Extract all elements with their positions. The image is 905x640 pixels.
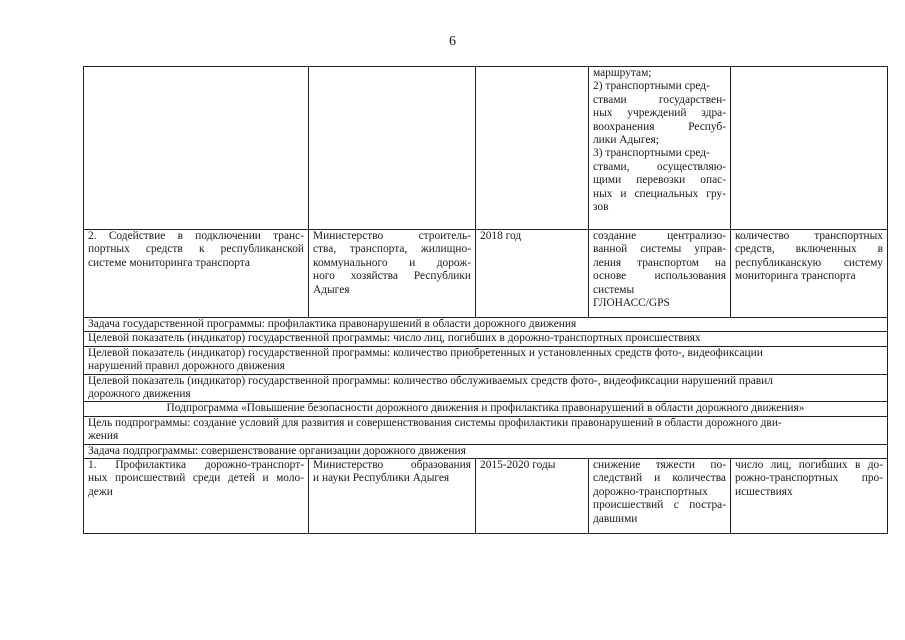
table-row-measure-1	[84, 459, 888, 534]
text-line: маршрутам;	[593, 67, 652, 79]
text-line: снижение тяжести по-	[593, 459, 726, 472]
table-row-target-indicator	[84, 374, 888, 402]
cell-executor	[309, 459, 476, 534]
table-row-target-indicator	[84, 332, 888, 346]
cell-result	[589, 67, 731, 230]
cell-indicator	[731, 230, 888, 318]
cell-subprogram-title	[84, 402, 888, 416]
text-line: число лиц, погибших в до-	[735, 459, 883, 472]
text-line: средств, включенных в	[735, 243, 883, 256]
text-line: щими перевозки опас-	[593, 174, 726, 187]
text-line: портных средств к республиканской	[88, 243, 304, 256]
cell-measure	[84, 459, 309, 534]
text-line: Целевой показатель (индикатор) государственной программы: количество приобретенных и установленных средств фото-, видеофиксации	[88, 346, 763, 359]
text-line: Цель подпрограммы: создание условий для развития и совершенствования системы профилактики правонарушений в области дорожного дви-	[88, 416, 782, 429]
cell-term	[476, 230, 589, 318]
cell-target-indicator	[84, 332, 888, 346]
text-line: ления транспортом на	[593, 256, 726, 269]
cell-result	[589, 459, 731, 534]
text-line: воохранения Респуб-	[593, 120, 726, 133]
table-row-subprogram-title	[84, 402, 888, 416]
text-line: лики Адыгея;	[593, 134, 659, 147]
text-line: ных происшествий среди детей и моло-	[88, 472, 304, 485]
cell-result	[589, 230, 731, 318]
text-line: зов	[593, 201, 609, 214]
text-line: рожно-транспортных про-	[735, 472, 883, 485]
table-row-subprogram-goal	[84, 416, 888, 444]
text-line: ного хозяйства Республики	[313, 270, 471, 283]
table-row-continued	[84, 67, 888, 230]
text-line: республиканскую систему	[735, 256, 883, 269]
text-line: исшествиях	[735, 485, 793, 498]
cell-target-indicator	[84, 374, 888, 402]
text-line: Задача государственной программы: профилактика правонарушений в области дорожного движения	[88, 318, 577, 330]
text-line: ных учреждений здра-	[593, 107, 726, 120]
cell-executor	[309, 67, 476, 230]
text-line: мониторинга транспорта	[735, 270, 856, 283]
text-line: системе мониторинга транспорта	[88, 256, 250, 269]
subprogram-title: Подпрограмма «Повышение безопасности дорожного движения и профилактика правонарушений в области дорожного движения»	[166, 402, 805, 415]
text-line: ствами государствен-	[593, 93, 726, 106]
text-line: и науки Республики Адыгея	[313, 472, 450, 485]
table-row-target-indicator	[84, 346, 888, 374]
cell-executor	[309, 230, 476, 318]
text-line: количество транспортных	[735, 230, 883, 242]
cell-term	[476, 67, 589, 230]
cell-indicator	[731, 459, 888, 534]
cell-term	[476, 459, 589, 534]
text-line: 2) транспортными сред-	[593, 80, 710, 93]
text-line: дежи	[88, 485, 113, 498]
page-number: 6	[449, 34, 456, 49]
text-line: основе использования	[593, 270, 726, 283]
table-row-program-task	[84, 318, 888, 332]
text-line: дорожно-транспортных	[593, 485, 708, 498]
text-line: создание централизо-	[593, 230, 726, 242]
text-line: Адыгея	[313, 283, 350, 296]
text-line: Задача подпрограммы: совершенствование организации дорожного движения	[88, 444, 466, 457]
text-line: давшими	[593, 512, 638, 525]
text-line: следствий и количества	[593, 472, 726, 485]
cell-subprogram-task	[84, 444, 888, 458]
table-row-measure-2	[84, 230, 888, 318]
cell-target-indicator	[84, 346, 888, 374]
text-line: 2015-2020 годы	[480, 459, 556, 472]
text-line: Целевой показатель (индикатор) государственной программы: количество обслуживаемых средств фото-, видеофиксации нарушений правил	[88, 374, 773, 387]
text-line: происшествий с постра-	[593, 499, 726, 512]
text-line: дорожного движения	[88, 388, 191, 401]
cell-measure	[84, 67, 309, 230]
cell-indicator	[731, 67, 888, 230]
text-line: нарушений правил дорожного движения	[88, 360, 285, 373]
cell-subprogram-goal	[84, 416, 888, 444]
cell-program-task	[84, 318, 888, 332]
text-line: 2. Содействие в подключении транс-	[88, 230, 304, 242]
cell-measure	[84, 230, 309, 318]
table-row-subprogram-task	[84, 444, 888, 458]
text-line: ГЛОНАСС/GPS	[593, 297, 670, 310]
text-line: коммунального и дорож-	[313, 256, 471, 269]
text-line: ства, транспорта, жилищно-	[313, 243, 471, 256]
text-line: 1. Профилактика дорожно-транспорт-	[88, 459, 304, 472]
program-table	[83, 66, 888, 534]
text-line: Министерство строитель-	[313, 230, 471, 242]
text-line: ванной системы управ-	[593, 243, 726, 256]
text-line: 3) транспортными сред-	[593, 147, 710, 160]
text-line: системы	[593, 283, 635, 296]
text-line: жения	[88, 430, 119, 443]
text-line: Целевой показатель (индикатор) государственной программы: число лиц, погибших в дорожно-транспортных происшествиях	[88, 332, 701, 345]
text-line: ствами, осуществляю-	[593, 160, 726, 173]
text-line: ных и специальных гру-	[593, 187, 726, 200]
text-line: 2018 год	[480, 230, 522, 242]
text-line: Министерство образования	[313, 459, 471, 472]
